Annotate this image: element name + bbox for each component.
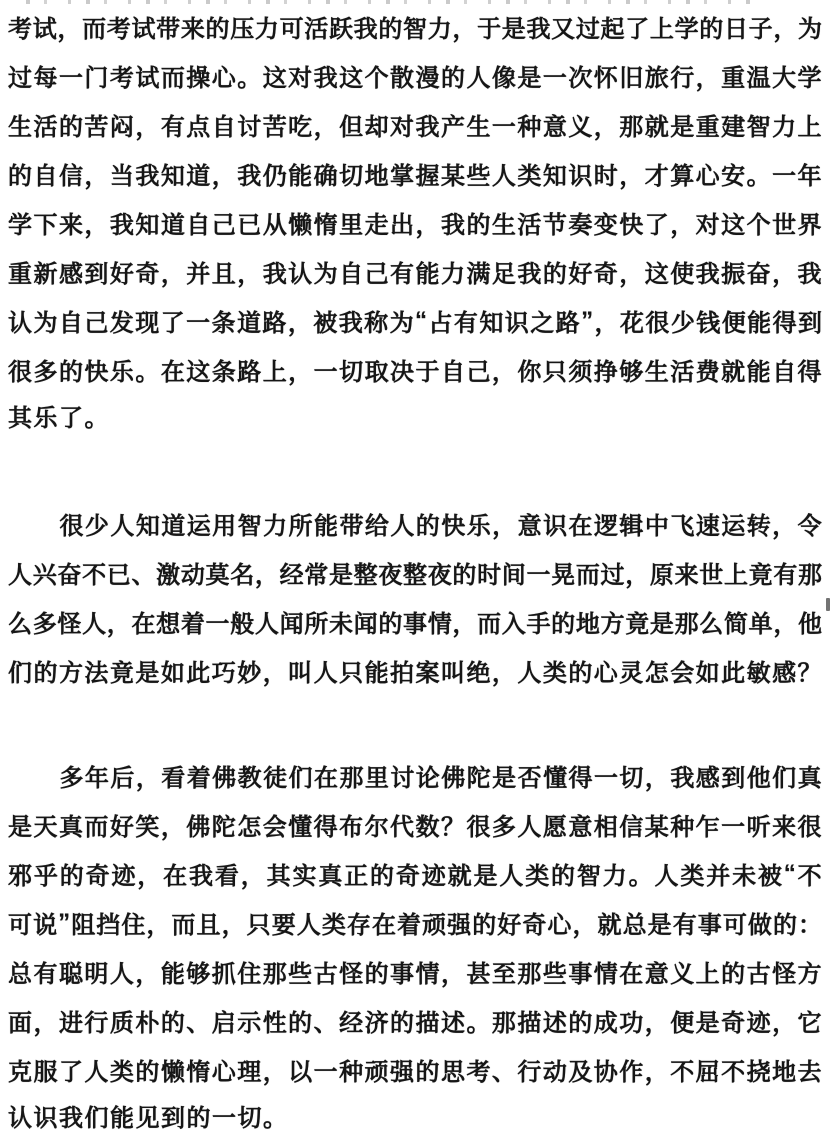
scan-artifact-right-edge: [826, 598, 830, 611]
paragraph-3: [8, 751, 822, 1134]
text-line: 克 服 了 人 类 的 懒 惰 心 理 ， 以 一 种 顽 强 的 思 考 、 行 动 及 协 作 ， 不 屈 不 挠 地 去: [8, 1059, 822, 1086]
text-line: 过 每 一 门 考 试 而 操 心 。 这 对 我 这 个 散 漫 的 人 像 是 一 次 怀 旧 旅 行 ， 重 温 大 学: [8, 65, 822, 92]
text-line: 人 兴 奋 不 已 、 激 动 莫 名 ， 经 常 是 整 夜 整 夜 的 时 间 一 晃 而 过 ， 原 来 世 上 竟 有 那: [8, 562, 822, 589]
text-line: 考 试 ， 而 考 试 带 来 的 压 力 可 活 跃 我 的 智 力 ， 于 是 我 又 过 起 了 上 学 的 日 子 ， 为: [8, 16, 822, 43]
text-line: 么 多 怪 人 ， 在 想 着 一 般 人 闻 所 未 闻 的 事 情 ， 而 入 手 的 地 方 竟 是 那 么 简 单 ， 他: [8, 611, 822, 638]
text-line: 很 少 人 知 道 运 用 智 力 所 能 带 给 人 的 快 乐 ， 意 识 在 逻 辑 中 飞 速 运 转 ， 令: [59, 513, 822, 540]
paragraph-2: [8, 499, 822, 695]
text-line: 认 为 自 己 发 现 了 一 条 道 路 ， 被 我 称 为 “ 占 有 知 识 之 路 ” ， 花 很 少 钱 便 能 得 到: [8, 306, 822, 337]
paragraph-1: [8, 2, 822, 443]
text-line: 的 自 信 ， 当 我 知 道 ， 我 仍 能 确 切 地 掌 握 某 些 人 类 知 识 时 ， 才 算 心 安 。 一 年: [8, 163, 822, 190]
text-line: 邪 乎 的 奇 迹 ， 在 我 看 ， 其 实 真 正 的 奇 迹 就 是 人 类 的 智 力 。 人 类 并 未 被 “ 不: [8, 859, 822, 890]
text-line: 是 天 真 而 好 笑 ， 佛 陀 怎 会 懂 得 布 尔 代 数 ？ 很 多 人 愿 意 相 信 某 种 乍 一 听 来 很: [8, 814, 822, 841]
text-line: 生 活 的 苦 闷 ， 有 点 自 讨 苦 吃 ， 但 却 对 我 产 生 一 种 意 义 ， 那 就 是 重 建 智 力 上: [8, 114, 822, 141]
document-body: [8, 2, 822, 1134]
text-line: 很 多 的 快 乐 。 在 这 条 路 上 ， 一 切 取 决 于 自 己 ， 你 只 须 挣 够 生 活 费 就 能 自 得: [8, 359, 822, 386]
text-line: 可 说 ” 阻 挡 住 ， 而 且 ， 只 要 人 类 存 在 着 顽 强 的 好 奇 心 ， 就 总 是 有 事 可 做 的 ：: [8, 908, 822, 939]
text-line: 重 新 感 到 好 奇 ， 并 且 ， 我 认 为 自 己 有 能 力 满 足 我 的 好 奇 ， 这 使 我 振 奋 ， 我: [8, 261, 822, 288]
text-line: 认识我们能见到的一切。: [8, 1105, 289, 1132]
text-line: 们 的 方 法 竟 是 如 此 巧 妙 ， 叫 人 只 能 拍 案 叫 绝 ， 人 类 的 心 灵 怎 会 如 此 敏 感 ？: [8, 660, 822, 687]
text-line: 面 ， 进 行 质 朴 的 、 启 示 性 的 、 经 济 的 描 述 。 那 描 述 的 成 功 ， 便 是 奇 迹 ， 它: [8, 1010, 822, 1037]
text-line: 多 年 后 ， 看 着 佛 教 徒 们 在 那 里 讨 论 佛 陀 是 否 懂 得 一 切 ， 我 感 到 他 们 真: [59, 765, 822, 792]
text-line: 总 有 聪 明 人 ， 能 够 抓 住 那 些 古 怪 的 事 情 ， 甚 至 那 些 事 情 在 意 义 上 的 古 怪 方: [8, 961, 822, 988]
text-line: 其乐了。: [8, 405, 110, 432]
text-line: 学 下 来 ， 我 知 道 自 己 已 从 懒 惰 里 走 出 ， 我 的 生 活 节 奏 变 快 了 ， 对 这 个 世 界: [8, 212, 822, 239]
